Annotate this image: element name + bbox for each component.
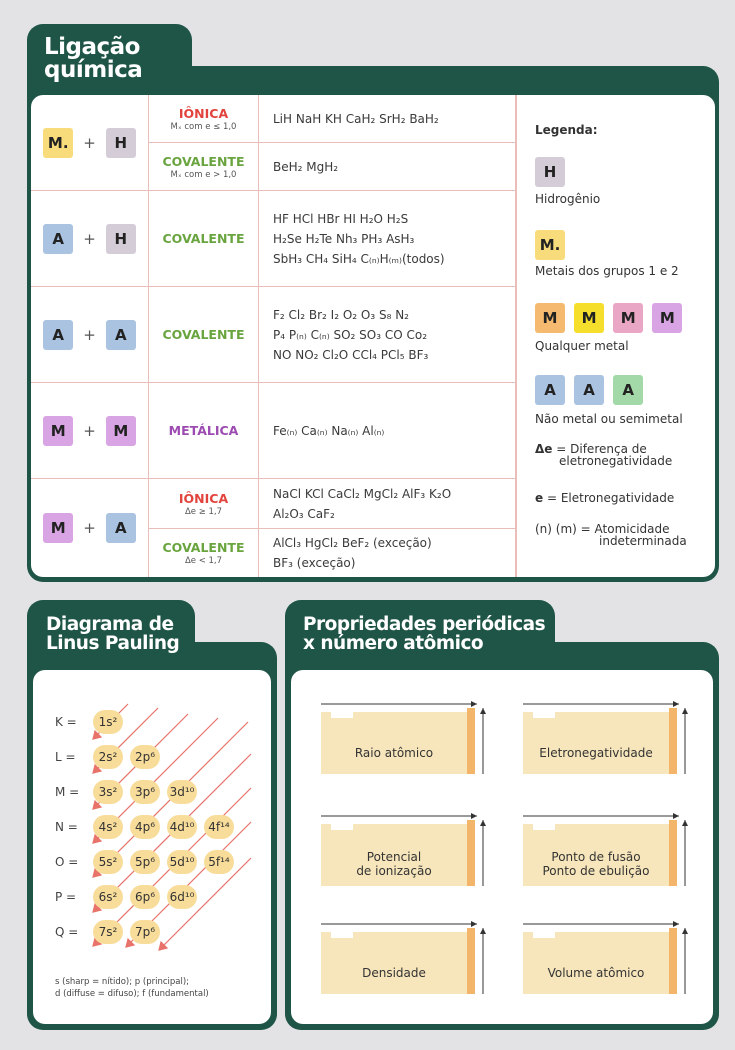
legend-nm: (n) (m) = Atomicidade indeterminada (535, 522, 687, 548)
compounds: AlCl₃ HgCl₂ BeF₂ (exceção) (273, 536, 432, 550)
symbol-m: M (43, 513, 73, 543)
orbital: 7p⁶ (130, 920, 160, 944)
propriedades-title: Propriedades periódicas x número atômico (303, 614, 546, 654)
orbital: 4s² (93, 815, 123, 839)
shell-row (55, 885, 204, 909)
orbital: 2p⁶ (130, 745, 160, 769)
legend-h-symbol: H (535, 157, 565, 187)
shell-row (55, 745, 167, 769)
trend-label: Ponto de fusão Ponto de ebulição (542, 850, 650, 878)
bond-type-covalente: COVALENTE (162, 327, 245, 342)
compounds: SbH₃ CH₄ SiH₄ C₍ₙ₎H₍ₘ₎(todos) (273, 251, 445, 266)
symbol-m1: M. (43, 128, 73, 158)
orbital: 4p⁶ (130, 815, 160, 839)
compounds: NO NO₂ Cl₂O CCl₄ PCl₅ BF₃ (273, 347, 429, 362)
legend-metal-symbol: M (613, 303, 643, 333)
orbital: 5p⁶ (130, 850, 160, 874)
legend-nonmetal-symbol: A (535, 375, 565, 405)
orbital: 7s² (93, 920, 123, 944)
shell-row (55, 710, 130, 734)
orbital: 1s² (93, 710, 123, 734)
orbital: 5f¹⁴ (204, 850, 234, 874)
periodic-trend-cell (317, 918, 491, 1002)
orbital: 2s² (93, 745, 123, 769)
pauling-box (33, 670, 271, 1024)
compounds: F₂ Cl₂ Br₂ I₂ O₂ O₃ S₈ N₂ (273, 307, 409, 322)
orbital: 5d¹⁰ (167, 850, 197, 874)
ligacao-table (31, 95, 715, 577)
legend: Legenda: H Hidrogênio M. Metais dos grupos 1 e 2 M M M M Qualquer metal A A A Não metal ou semimetal Δe = Diferença de eletronegatividade e = Eletronegatividade (n) (m) = Atomicidade indeterminada (535, 123, 687, 548)
propriedades-box (291, 670, 713, 1024)
symbol-a: A (43, 224, 73, 254)
legend-nonmetal-symbol: A (574, 375, 604, 405)
shell-row (55, 780, 204, 804)
periodic-trend-cell (317, 810, 491, 894)
legend-metal-symbol: M (535, 303, 565, 333)
periodic-trend-cell (317, 698, 491, 782)
shell-row (55, 920, 167, 944)
periodic-trend-cell (519, 698, 693, 782)
shell-label: P = (55, 890, 77, 904)
symbol-m: M (43, 416, 73, 446)
compounds: Fe₍ₙ₎ Ca₍ₙ₎ Na₍ₙ₎ Al₍ₙ₎ (273, 423, 385, 438)
shell-row (55, 815, 241, 839)
bond-type-covalente: COVALENTE (162, 540, 245, 555)
bond-type-covalente: COVALENTE (162, 154, 245, 169)
compounds: P₄ P₍ₙ₎ C₍ₙ₎ SO₂ SO₃ CO Co₂ (273, 327, 428, 342)
compounds: BF₃ (exceção) (273, 556, 356, 570)
bond-type-metalica: METÁLICA (168, 423, 239, 438)
bond-type-ionica: IÔNICA (178, 490, 229, 506)
periodic-trend-cell (519, 918, 693, 1002)
symbol-h: H (106, 224, 136, 254)
legend-delta: Δe = Diferença de eletronegatividade (535, 442, 673, 468)
row-m1-h: M. + H IÔNICA Mₓ com e ≤ 1,0 LiH NaH KH CaH₂ SrH₂ BaH₂ COVALENTE Mₓ com e > 1,0 BeH₂ MgH₂ (31, 95, 515, 191)
shell-label: L = (55, 750, 76, 764)
legend-m1-symbol: M. (535, 230, 565, 260)
shell-label: N = (55, 820, 78, 834)
bond-type-ionica: IÔNICA (178, 105, 229, 121)
symbol-m: M (106, 416, 136, 446)
row-m-a: M + A IÔNICA Δe ≥ 1,7 NaCl KCl CaCl₂ MgCl₂ AlF₃ K₂O Al₂O₃ CaF₂ COVALENTE Δe < 1,7 AlCl₃ HgCl₂ BeF₂ (exceção) BF₃ (exceção) (31, 479, 515, 577)
bond-type-covalente: COVALENTE (162, 231, 245, 246)
compounds: H₂Se H₂Te Nh₃ PH₃ AsH₃ (273, 231, 415, 246)
orbital: 3d¹⁰ (167, 780, 197, 804)
orbital: 6d¹⁰ (167, 885, 197, 909)
shell-label: M = (55, 785, 80, 799)
trend-label: Potencial de ionização (356, 850, 432, 878)
legend-title: Legenda: (535, 123, 598, 137)
orbital: 3s² (93, 780, 123, 804)
symbol-h: H (106, 128, 136, 158)
trend-label: Densidade (362, 966, 426, 980)
legend-metal-symbol: M (574, 303, 604, 333)
trend-label: Volume atômico (547, 966, 645, 980)
symbol-a: A (43, 320, 73, 350)
symbol-a: A (106, 513, 136, 543)
pauling-footnote: s (sharp = nítido); p (principal); d (diffuse = difuso); f (fundamental) (55, 977, 209, 999)
shell-label: O = (55, 855, 79, 869)
legend-e: e = Eletronegatividade (535, 491, 675, 505)
pauling-title: Diagrama de Linus Pauling (46, 614, 180, 654)
legend-nonmetal-symbol: A (613, 375, 643, 405)
orbital: 4f¹⁴ (204, 815, 234, 839)
row-a-a: A + A COVALENTE F₂ Cl₂ Br₂ I₂ O₂ O₃ S₈ N₂ P₄ P₍ₙ₎ C₍ₙ₎ SO₂ SO₃ CO Co₂ NO NO₂ Cl₂O CCl₄ PCl₅ BF₃ (31, 287, 515, 383)
orbital: 5s² (93, 850, 123, 874)
shell-label: K = (55, 715, 77, 729)
compounds: BeH₂ MgH₂ (273, 160, 339, 174)
orbital: 6s² (93, 885, 123, 909)
trend-label: Raio atômico (354, 746, 434, 760)
shell-label: Q = (55, 925, 79, 939)
row-a-h: A + H COVALENTE HF HCl HBr HI H₂O H₂S H₂Se H₂Te Nh₃ PH₃ AsH₃ SbH₃ CH₄ SiH₄ C₍ₙ₎H₍ₘ₎(todos) (31, 191, 515, 287)
compounds: HF HCl HBr HI H₂O H₂S (273, 211, 409, 226)
ligacao-title: Ligação química (44, 34, 143, 84)
shell-row (55, 850, 241, 874)
compounds: LiH NaH KH CaH₂ SrH₂ BaH₂ (273, 111, 439, 126)
orbital: 4d¹⁰ (167, 815, 197, 839)
periodic-trend-cell (519, 810, 693, 894)
orbital: 3p⁶ (130, 780, 160, 804)
trend-label: Eletronegatividade (539, 746, 653, 760)
compounds: Al₂O₃ CaF₂ (273, 506, 335, 521)
compounds: NaCl KCl CaCl₂ MgCl₂ AlF₃ K₂O (273, 486, 452, 501)
row-m-m: M + M METÁLICA Fe₍ₙ₎ Ca₍ₙ₎ Na₍ₙ₎ Al₍ₙ₎ (31, 383, 515, 479)
symbol-a: A (106, 320, 136, 350)
orbital: 6p⁶ (130, 885, 160, 909)
legend-metal-symbol: M (652, 303, 682, 333)
